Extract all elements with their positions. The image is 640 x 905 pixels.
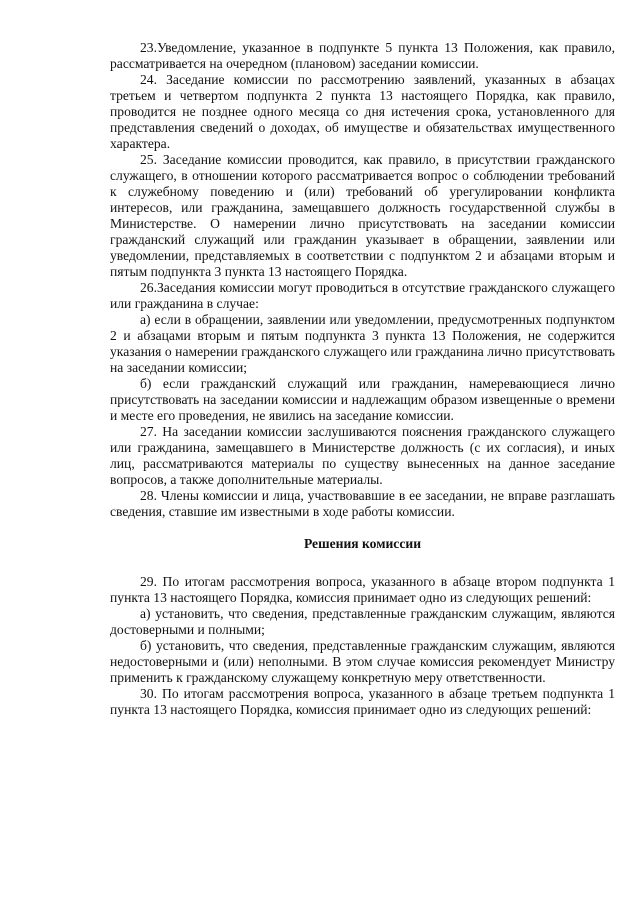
paragraph-29-a: а) установить, что сведения, представленные гражданским служащим, являются достоверными и полными; <box>110 606 615 637</box>
paragraph-26: 26.Заседания комиссии могут проводиться в отсутствие гражданского служащего или гражданина в случае: <box>110 280 615 311</box>
paragraph-26-b: б) если гражданский служащий или гражданин, намеревающиеся лично присутствовать на заседании комиссии и надлежащим образом извещенные о времени и месте его проведения, не явились на заседание комиссии. <box>110 376 615 423</box>
document-page <box>110 40 615 718</box>
section-heading: Решения комиссии <box>303 536 422 551</box>
paragraph-29-b: б) установить, что сведения, представленные гражданским служащим, являются недостоверными и (или) неполными. В этом случае комиссия рекомендует Министру применить к гражданскому служащему конкретную меру ответственности. <box>110 638 615 685</box>
paragraph-26-a: а) если в обращении, заявлении или уведомлении, предусмотренных подпунктом 2 и абзацами вторым и пятым подпункта 3 пункта 13 Положения, не содержится указания о намерении гражданского служащего или гражданина лично присутствовать на заседании комиссии; <box>110 312 615 375</box>
paragraph-29: 29. По итогам рассмотрения вопроса, указанного в абзаце втором подпункта 1 пункта 13 настоящего Порядка, комиссия принимает одно из следующих решений: <box>110 574 615 605</box>
paragraph-24: 24. Заседание комиссии по рассмотрению заявлений, указанных в абзацах третьем и четвертом подпункта 2 пункта 13 настоящего Порядка, как правило, проводится не позднее одного месяца со дня истечения срока, установленного для представления сведений о доходах, об имуществе и обязательствах имущественного характера. <box>110 72 615 151</box>
paragraph-27: 27. На заседании комиссии заслушиваются пояснения гражданского служащего или гражданина, замещавшего в Министерстве должность (с их согласия), и иных лиц, рассматриваются материалы по существу вынесенных на данное заседание вопросов, а также дополнительные материалы. <box>110 424 615 487</box>
paragraph-25: 25. Заседание комиссии проводится, как правило, в присутствии гражданского служащего, в отношении которого рассматривается вопрос о соблюдении требований к служебному поведению и (или) требований об урегулировании конфликта интересов, или гражданина, замещавшего должность государственной службы в Министерстве. О намерении лично присутствовать на заседании комиссии гражданский служащий или гражданин указывает в обращении, заявлении или уведомлении, представляемых в соответствии с подпунктом 2 и абзацами вторым и пятым подпункта 3 пункта 13 настоящего Порядка. <box>110 152 615 279</box>
paragraph-30: 30. По итогам рассмотрения вопроса, указанного в абзаце третьем подпункта 1 пункта 13 настоящего Порядка, комиссия принимает одно из следующих решений: <box>110 686 615 717</box>
paragraph-23: 23.Уведомление, указанное в подпункте 5 пункта 13 Положения, как правило, рассматривается на очередном (плановом) заседании комиссии. <box>110 40 615 71</box>
paragraph-28: 28. Члены комиссии и лица, участвовавшие в ее заседании, не вправе разглашать сведения, ставшие им известными в ходе работы комиссии. <box>110 488 615 519</box>
